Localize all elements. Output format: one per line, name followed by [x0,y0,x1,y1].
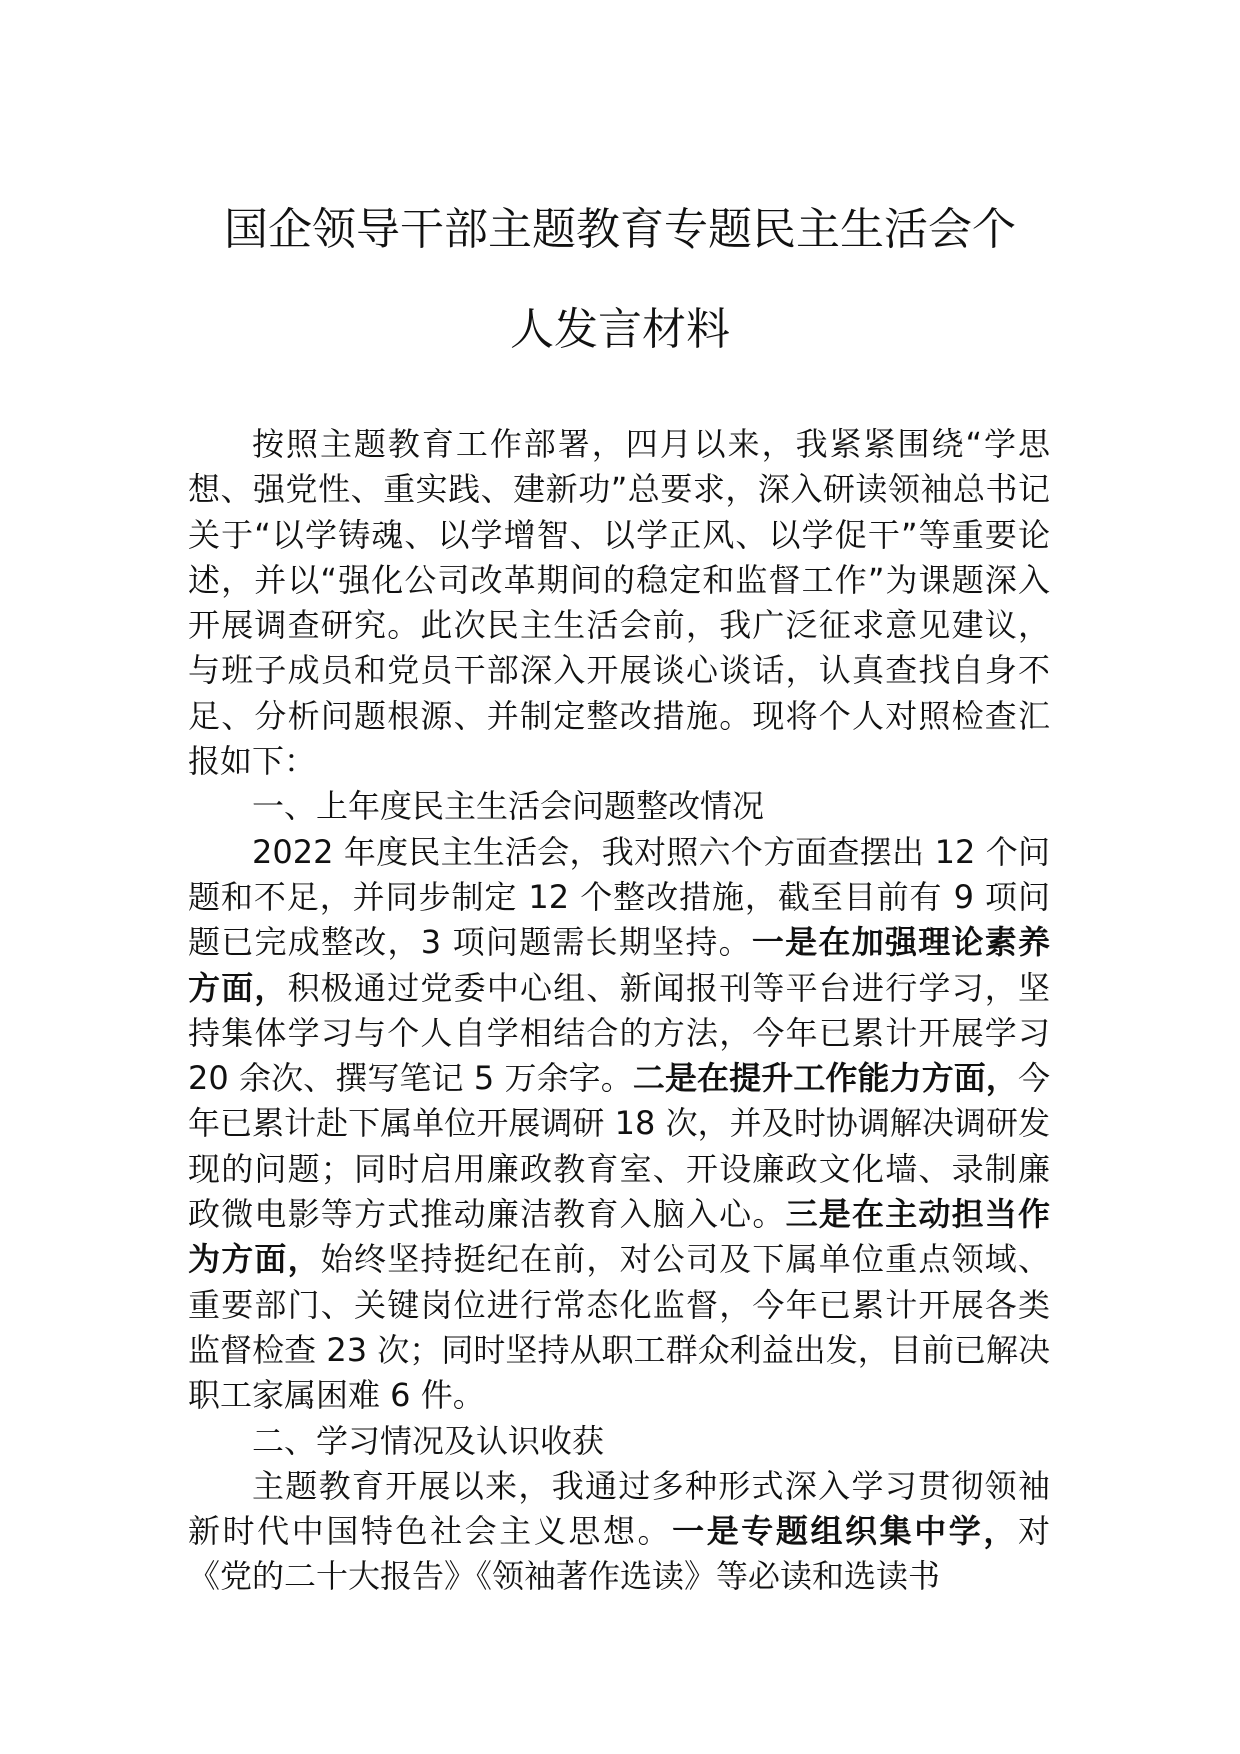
paragraph-rectification [188,830,1050,1419]
title-line-1: 国企领导干部主题教育专题民主生活会个 [224,204,1016,255]
text-run: 一、上年度民主生活会问题整改情况 [252,787,765,826]
title-line-2: 人发言材料 [510,304,730,355]
section-heading-1 [188,784,1050,829]
text-run: 对《党的二十大报告》《领袖著作选读》等必读和选读书 [188,1512,1050,1596]
document-body [188,422,1050,1600]
text-run: 主题教育开展以来，我通过多种形式深入学习贯彻领袖新时代中国特色社会主义思想。 [188,1466,1050,1551]
text-run: 积极通过党委中心组、新闻报刊等平台进行学习，坚持集体学习与个人自学相结合的方法，今年已累计开展学习 20 余次、撰写笔记 5 万余字。 [188,968,1050,1098]
text-run: 始终坚持挺纪在前，对公司及下属单位重点领域、重要部门、关键岗位进行常态化监督，今年已累计开展各类监督检查 23 次；同时坚持从职工群众利益出发，目前已解决职工家属困难 6 件。 [188,1240,1050,1415]
paragraph-intro [188,422,1050,784]
bold-lead-4: 一是专题组织集中学， [672,1512,1018,1551]
bold-lead-2: 二是在提升工作能力方面， [632,1059,1018,1098]
text-run: 按照主题教育工作部署，四月以来，我紧紧围绕“学思想、强党性、重实践、建新功”总要求，深入研读领袖总书记关于“以学铸魂、以学增智、以学正风、以学促干”等重要论述，并以“强化公司改革期间的稳定和监督工作”为课题深入开展调查研究。此次民主生活会前，我广泛征求意见建议，与班子成员和党员干部深入开展谈心谈话，认真查找自身不足、分析问题根源、并制定整改措施。现将个人对照检查汇报如下： [188,425,1050,781]
text-run: 今年已累计赴下属单位开展调研 18 次，并及时协调解决调研发现的问题；同时启用廉政教育室、开设廉政文化墙、录制廉政微电影等方式推动廉洁教育入脑入心。 [188,1059,1050,1234]
text-run: 2022 年度民主生活会，我对照六个方面查摆出 12 个问题和不足，并同步制定 12 个整改措施，截至目前有 9 项问题已完成整改，3 项问题需长期坚持。 [188,832,1050,962]
document-title [150,180,1090,380]
bold-lead-1: 一是在加强理论素养方面， [188,923,1050,1007]
bold-lead-3: 三是在主动担当作为方面， [188,1195,1050,1279]
section-heading-2 [188,1419,1050,1464]
paragraph-study [188,1464,1050,1600]
text-run: 二、学习情况及认识收获 [252,1421,605,1460]
